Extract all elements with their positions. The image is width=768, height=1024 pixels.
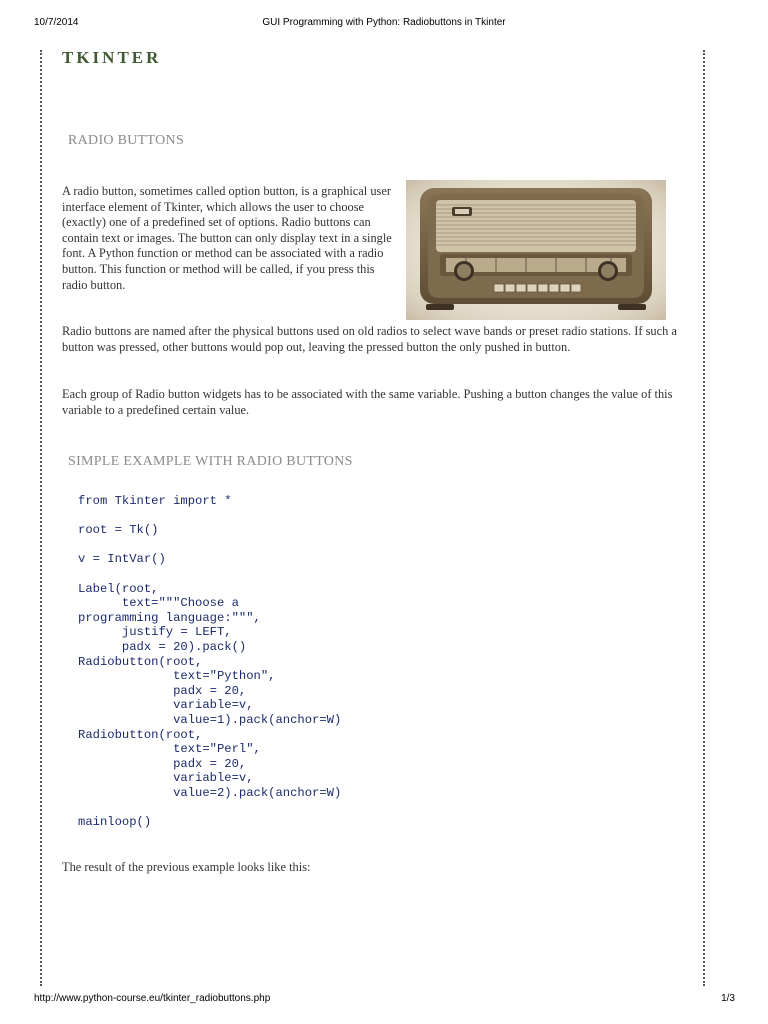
print-date: 10/7/2014 <box>34 17 79 28</box>
right-dotted-border <box>703 50 705 986</box>
code-example: from Tkinter import * root = Tk() v = IntVar() Label(root, text="""Choose a programming language:""", justify = LEFT, padx = 20).pack() Radiobutton(root, text="Python", padx = 20, variable=v, value=1).pack(anchor=W) Radiobutton(root, text="Perl", padx = 20, variable=v, value=2).pack(anchor=W) mainloop() <box>78 494 342 830</box>
radio-illustration <box>406 180 666 320</box>
result-intro-paragraph: The result of the previous example looks like this: <box>62 860 311 874</box>
variable-paragraph: Each group of Radio button widgets has to be associated with the same variable. Pushing a button changes the value of this variable to a predefined certain value. <box>62 387 673 417</box>
vintage-radio-image <box>406 180 666 320</box>
section-heading-radio-buttons: RADIO BUTTONS <box>68 133 185 148</box>
print-page-number: 1/3 <box>721 993 735 1004</box>
intro-paragraph: A radio button, sometimes called option button, is a graphical user interface element of Tkinter, which allows the user to choose (exactly) one of a predefined set of options. Radio buttons can contain text or images. The button can only display text in a single font. A Python function or method can be associated with a radio button. This function or method will be called, if you press this radio button. <box>62 184 392 292</box>
physical-buttons-paragraph: Radio buttons are named after the physical buttons used on old radios to select wave bands or preset radio stations. If such a button was pressed, other buttons would pop out, leaving the pressed button the only pushed in button. <box>62 324 677 354</box>
left-dotted-border <box>40 50 42 986</box>
print-url: http://www.python-course.eu/tkinter_radiobuttons.php <box>34 993 271 1004</box>
section-heading-simple-example: SIMPLE EXAMPLE WITH RADIO BUTTONS <box>68 454 353 469</box>
print-page-title: GUI Programming with Python: Radiobuttons in Tkinter <box>262 17 506 28</box>
site-title: TKINTER <box>62 48 162 67</box>
